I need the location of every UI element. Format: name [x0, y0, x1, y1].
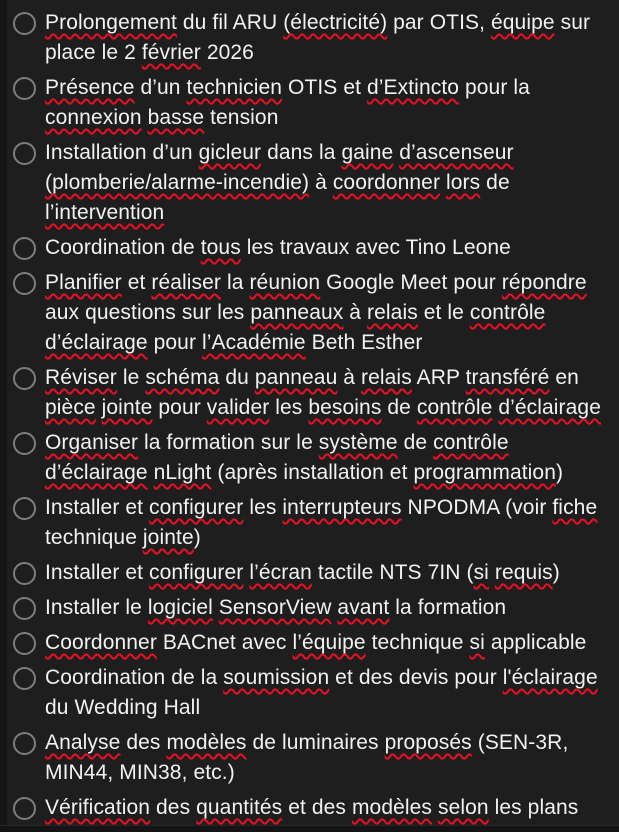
item-text: Analyse des modèles de luminaires proposés (SEN-3R, MIN44, MIN38, etc.): [45, 731, 569, 784]
item-checkbox-circle[interactable]: [13, 632, 36, 655]
misspelled-word: l’intervention: [45, 201, 165, 224]
item-checkbox-circle[interactable]: [13, 732, 36, 755]
misspelled-word: modèles: [166, 731, 247, 754]
checklist-item[interactable]: [13, 728, 613, 788]
item-checkbox-circle[interactable]: [13, 597, 36, 620]
misspelled-word: contrôle: [469, 301, 546, 324]
misspelled-word: d’éclairage: [45, 331, 148, 354]
misspelled-word: configurer: [149, 561, 244, 584]
checklist-item[interactable]: [13, 663, 613, 723]
misspelled-word: modèles: [351, 796, 433, 819]
misspelled-word: d’éclairage: [45, 461, 148, 484]
item-text: Installer et configurer les interrupteurs NPODMA (voir fiche technique jointe): [45, 496, 598, 549]
checklist-item[interactable]: [13, 793, 613, 823]
misspelled-word: relais: [361, 366, 412, 389]
misspelled-word: besoins: [308, 396, 382, 419]
item-checkbox-circle[interactable]: [13, 497, 36, 520]
checklist-item[interactable]: [13, 233, 613, 263]
misspelled-word: répondre: [501, 271, 587, 294]
misspelled-word: l’équipe: [292, 631, 366, 654]
item-text: Organiser la formation sur le système de contrôle d’éclairage nLight (après installation et programmation): [45, 431, 564, 484]
misspelled-word: logiciel: [147, 596, 213, 619]
misspelled-word: jointe: [142, 526, 194, 549]
misspelled-word: d’ascenseur: [399, 141, 514, 164]
item-text: Installer et configurer l’écran tactile NTS 7IN (si requis): [45, 561, 560, 584]
misspelled-word: Analyse: [45, 731, 121, 754]
item-text: Coordination de tous les travaux avec Tino Leone: [45, 236, 511, 259]
misspelled-word: panneaux: [250, 301, 344, 324]
misspelled-word: proposés: [384, 731, 472, 754]
misspelled-word: technicien: [186, 76, 283, 99]
item-text: Coordination de la soumission et des devis pour l'éclairage du Wedding Hall: [45, 666, 598, 719]
misspelled-word: avant: [337, 596, 390, 619]
checklist-item[interactable]: [13, 8, 613, 68]
item-checkbox-circle[interactable]: [13, 562, 36, 585]
misspelled-word: transféré: [465, 366, 550, 389]
misspelled-word: panneau: [254, 366, 338, 389]
item-checkbox-circle[interactable]: [13, 272, 36, 295]
misspelled-word: l’écran: [249, 561, 312, 584]
misspelled-word: Coordonner: [45, 631, 157, 654]
item-text: Planifier et réaliser la réunion Google Meet pour répondre aux questions sur les panneaux à relais et le contrôle d’éclairage pour l’Académie Beth Esther: [45, 271, 587, 354]
misspelled-word: Vérification: [45, 796, 151, 819]
checklist-item[interactable]: [13, 628, 613, 658]
misspelled-word: Prolongement: [45, 11, 177, 34]
bottom-edge-strip: [0, 825, 619, 832]
misspelled-word: fiche: [552, 496, 598, 519]
misspelled-word: soumission: [223, 666, 330, 689]
item-checkbox-circle[interactable]: [13, 432, 36, 455]
checklist-item[interactable]: [13, 593, 613, 623]
checklist-item[interactable]: [13, 493, 613, 553]
misspelled-word: (plomberie/alarme-incendie): [45, 171, 310, 194]
misspelled-word: Réviser: [45, 366, 117, 389]
misspelled-word: valider: [206, 396, 270, 419]
item-checkbox-circle[interactable]: [13, 142, 36, 165]
misspelled-word: basse: [147, 106, 205, 129]
misspelled-word: Présence: [45, 76, 135, 99]
checklist-item[interactable]: [13, 73, 613, 133]
item-text: Prolongement du fil ARU (électricité) par OTIS, équipe sur place le 2 février 2026: [45, 11, 591, 64]
misspelled-word: si: [469, 631, 485, 654]
misspelled-word: (électricité): [283, 11, 388, 34]
misspelled-word: l'éclairage: [502, 666, 598, 689]
item-text: Coordonner BACnet avec l’équipe technique si applicable: [45, 631, 587, 654]
misspelled-word: contrôle: [433, 431, 509, 454]
misspelled-word: selon: [437, 796, 489, 819]
misspelled-word: d’éclairage: [498, 396, 601, 419]
misspelled-word: gicleur: [198, 141, 262, 164]
misspelled-word: réaliser: [151, 271, 222, 294]
misspelled-word: interrupteurs: [282, 496, 402, 519]
misspelled-word: configurer: [149, 496, 244, 519]
misspelled-word: Planifier: [45, 271, 122, 294]
item-text: Installation d’un gicleur dans la gaine d’ascenseur (plomberie/alarme-incendie) à coordonner lors de l’intervention: [45, 141, 514, 224]
misspelled-word: coordonner: [332, 171, 441, 194]
misspelled-word: programmation: [413, 461, 556, 484]
misspelled-word: relais: [367, 301, 418, 324]
item-checkbox-circle[interactable]: [13, 367, 36, 390]
misspelled-word: quantités: [196, 796, 283, 819]
item-checkbox-circle[interactable]: [13, 12, 36, 35]
item-checkbox-circle[interactable]: [13, 237, 36, 260]
item-checkbox-circle[interactable]: [13, 797, 36, 820]
item-checkbox-circle[interactable]: [13, 77, 36, 100]
misspelled-word: SensorView: [218, 596, 332, 619]
misspelled-word: nLight: [153, 461, 212, 484]
misspelled-word: schéma: [145, 366, 220, 389]
misspelled-word: équipe: [490, 11, 555, 34]
checklist-item[interactable]: [13, 363, 613, 423]
checklist-item[interactable]: [13, 428, 613, 488]
checklist-item[interactable]: [13, 558, 613, 588]
misspelled-word: connexion: [45, 106, 142, 129]
misspelled-word: lors: [446, 171, 481, 194]
misspelled-word: d’Extincto: [367, 76, 460, 99]
item-text: Réviser le schéma du panneau à relais ARP transféré en pièce jointe pour valider les besoins de contrôle d’éclairage: [45, 366, 601, 419]
item-checkbox-circle[interactable]: [13, 667, 36, 690]
misspelled-word: tous: [200, 236, 241, 259]
item-text: Vérification des quantités et des modèles selon les plans: [45, 796, 579, 819]
misspelled-word: jointe: [101, 396, 153, 419]
item-text: Présence d’un technicien OTIS et d’Extincto pour la connexion basse tension: [45, 76, 530, 129]
misspelled-word: gaine: [341, 141, 394, 164]
misspelled-word: février: [141, 41, 201, 64]
misspelled-word: si: [473, 561, 489, 584]
checklist-item[interactable]: [13, 138, 613, 228]
misspelled-word: requis: [494, 561, 553, 584]
item-text: Installer le logiciel SensorView avant la formation: [45, 596, 507, 619]
misspelled-word: réunion: [249, 271, 321, 294]
misspelled-word: pièce: [45, 396, 96, 419]
checklist-item[interactable]: [13, 268, 613, 358]
misspelled-word: système: [318, 431, 398, 454]
misspelled-word: contrôle: [416, 396, 493, 419]
misspelled-word: l’Académie: [201, 331, 306, 354]
misspelled-word: Organiser: [45, 431, 139, 454]
